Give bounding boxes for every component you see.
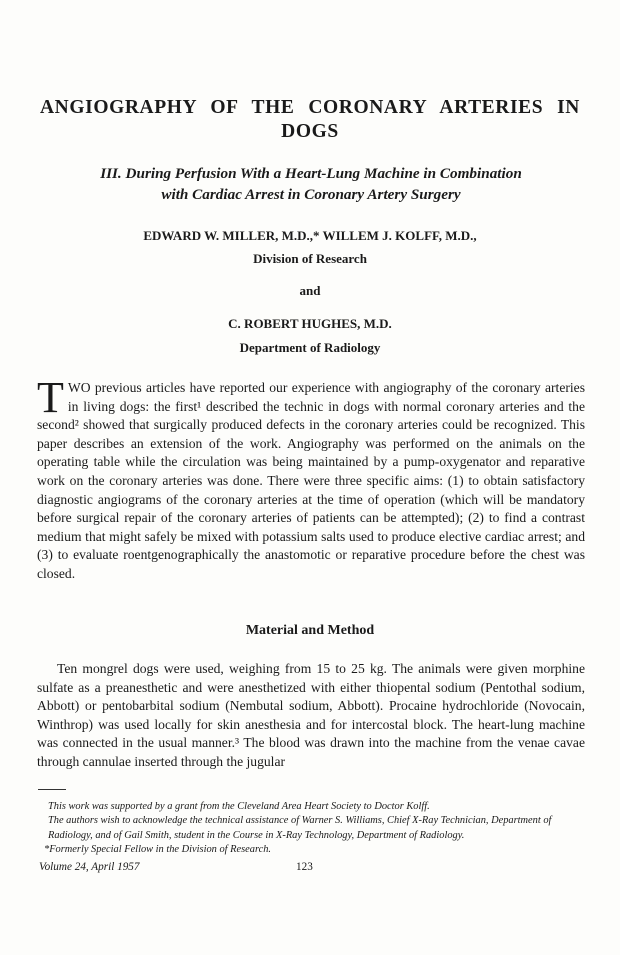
methods-paragraph: Ten mongrel dogs were used, weighing from 15 to 25 kg. The animals were given morphine sulfate as a preanesthetic and were anesthetized with either thiopental sodium (Pentothal sodium, Abbott) or pentobarbital sodium (Nembutal sodium, Abbott). Procaine hydrochloride (Novocain, Winthrop) was used locally for skin anesthesia and for intercostal block. The heart-lung machine was connected in the usual manner.³ The blood was drawn into the machine from the venae cavae through cannulae inserted through the jugular [37, 661, 585, 769]
footnote-fellow: *Formerly Special Fellow in the Division of Research. [44, 844, 272, 856]
subtitle-line-2: with Cardiac Arrest in Coronary Artery Surgery [161, 186, 461, 203]
article-title [40, 96, 580, 144]
author-hughes: C. ROBERT HUGHES, M.D. [228, 316, 392, 331]
footnote-divider [38, 789, 66, 790]
title-line-1: ANGIOGRAPHY OF THE CORONARY ARTERIES IN [40, 97, 580, 118]
section-heading-material-method: Material and Method [245, 623, 375, 638]
author-conjunction: and [299, 283, 321, 298]
drop-cap: T [37, 373, 64, 422]
affiliation-research: Division of Research [253, 251, 367, 266]
footnotes [44, 800, 584, 858]
title-line-2: DOGS [281, 121, 339, 142]
author-line [40, 227, 580, 245]
subtitle-line-1: III. During Perfusion With a Heart-Lung Machine in Combination [100, 165, 522, 182]
footnote-grant: This work was supported by a grant from the Cleveland Area Heart Society to Doctor Kolff. [48, 801, 430, 812]
intro-text: WO previous articles have reported our experience with angiography of the coronary arteries in living dogs: the first¹ described the technic in dogs with normal coronary arteries and the second² showed that surgically produced defects in the coronary arteries could be recognized. This paper describes an extension of the work. Angiography was performed on the animals on the operating table while the circulation was being maintained by a pump-oxygenator and reparative work on the coronary arteries was done. There were three specific aims: (1) to obtain satisfactory diagnostic angiograms of the coronary arteries at the time of operation (which will be mandatory before surgical repair of the coronary arteries of patients can be attempted); (2) to find a contrast medium that might safely be mixed with potassium salts used to produce elective cardiac arrest; and (3) to evaluate roentgenographically the anastomotic or reparative procedure before the chest was closed. [37, 380, 585, 581]
footnote-acknowledgment: The authors wish to acknowledge the technical assistance of Warner S. Williams, Chief X-Ray Technician, Department of Radiology, and of Gail Smith, student in the Course in X-Ray Technology, Department of Radiology. [48, 815, 552, 841]
intro-paragraph [37, 373, 585, 584]
journal-volume-date: Volume 24, April 1957 [39, 861, 140, 873]
author-kolff: WILLEM J. KOLFF, M.D., [322, 228, 477, 243]
affiliation-radiology: Department of Radiology [239, 340, 381, 355]
article-subtitle [50, 163, 572, 205]
author-miller: EDWARD W. MILLER, M.D.,* [143, 228, 320, 243]
page-number: 123 [296, 861, 313, 873]
